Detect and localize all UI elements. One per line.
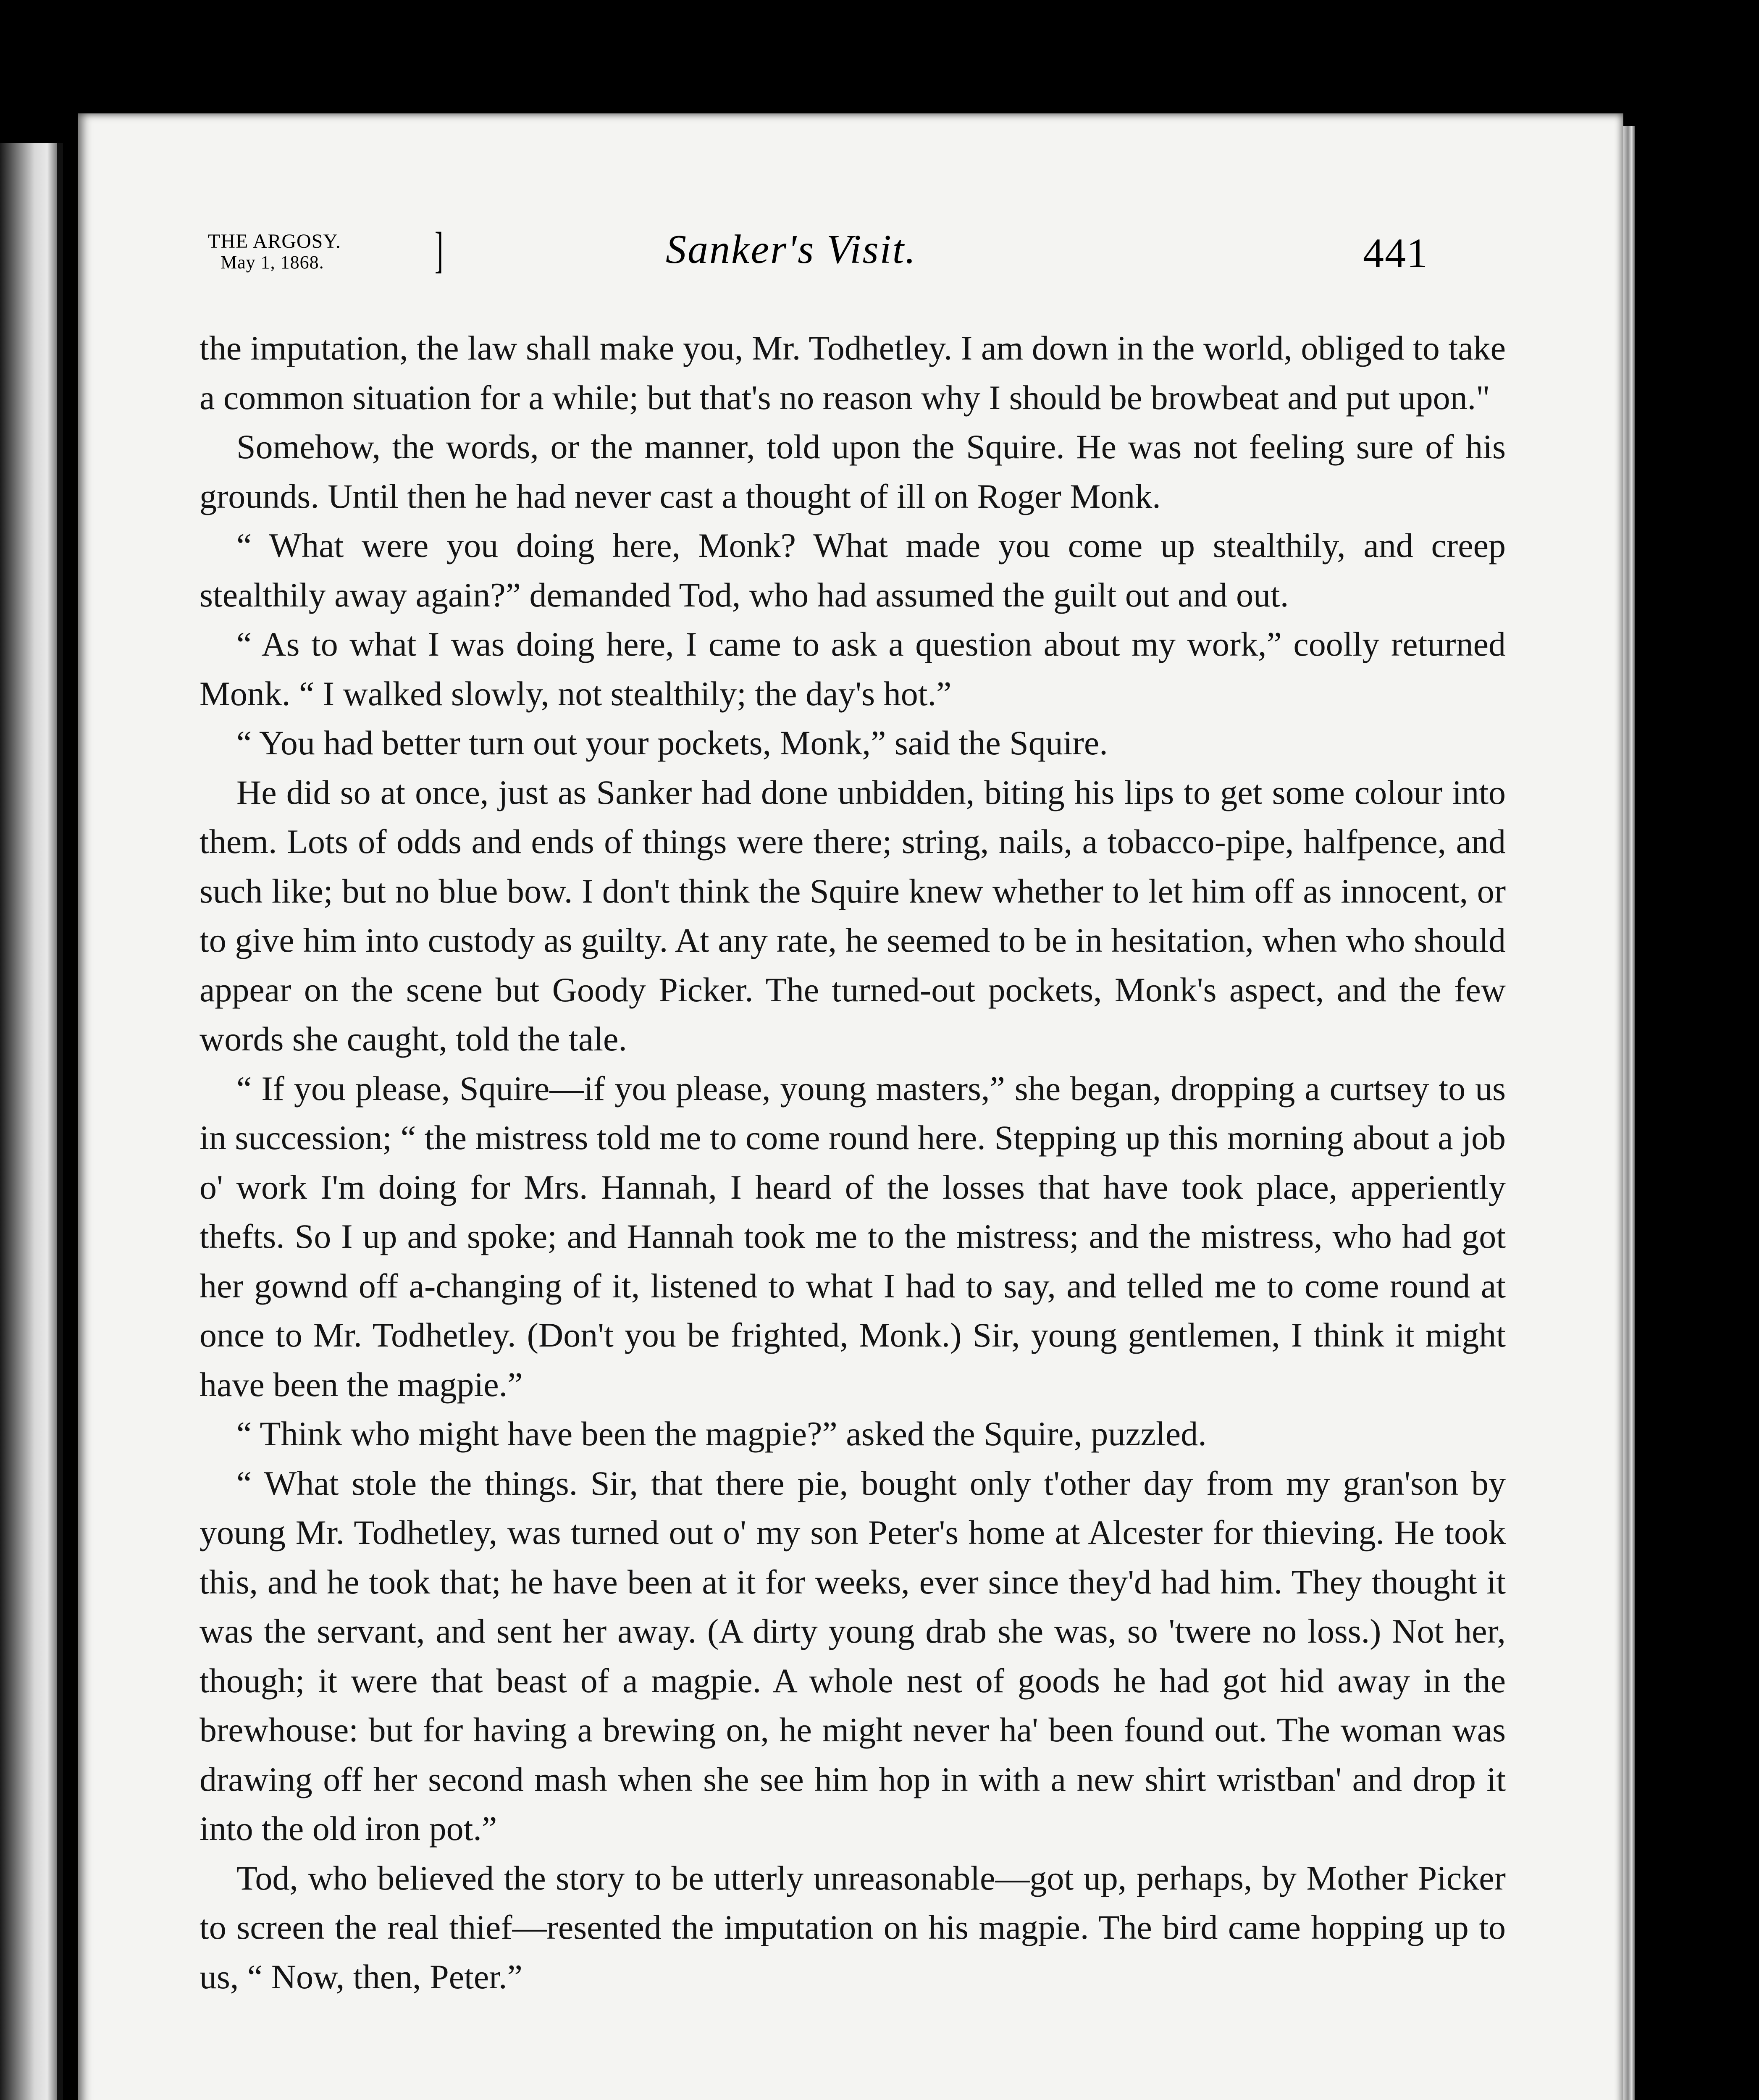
paragraph: Somehow, the words, or the manner, told upon the Squire. He was not feeling sure of his grounds. Until then he had never cast a thought of ill on Roger Monk.: [200, 428, 1506, 515]
paragraph: “ What were you doing here, Monk? What made you come up stealthily, and creep stealthily away again?” demanded Tod, who had assumed the guilt out and out.: [200, 526, 1506, 614]
header-bracket: ]: [434, 222, 443, 278]
paragraph: Tod, who believed the story to be utterly unreasonable—got up, perhaps, by Mother Picker to screen the real thief—resented the imputation on his magpie. The bird came hopping up to us, “ Now, then, Peter.”: [200, 1858, 1506, 1996]
paragraph: “ If you please, Squire—if you please, young masters,” she began, dropping a curtsey to us in succession; “ the mistress told me to come round here. Stepping up this morning about a job o' work I'm doing for Mrs. Hannah, I heard of the losses that have took place, apperiently thefts. So I up and spoke; and Hannah took me to the mistress; and the mistress, who had got her gownd off a-changing of it, listened to what I had to say, and telled me to come round at once to Mr. Todhetley. (Don't you be frighted, Monk.) Sir, young gentlemen, I think it might have been the magpie.”: [200, 1069, 1506, 1404]
book-page: [78, 113, 1623, 2100]
paragraph: “ As to what I was doing here, I came to ask a question about my work,” coolly returned Monk. “ I walked slowly, not stealthily; the day's hot.”: [200, 625, 1506, 713]
page-stack-edge: [1623, 126, 1635, 2100]
paragraph: “ What stole the things. Sir, that there pie, bought only t'other day from my gran'son by young Mr. Todhetley, was turned out o' my son Peter's home at Alcester for thieving. He took this, and he took that; he have been at it for weeks, ever since they'd had him. They thought it was the servant, and sent her away. (A dirty young drab she was, so 'twere no loss.) Not her, though; it were that beast of a magpie. A whole nest of goods he had got hid away in the brewhouse: but for having a brewing on, he might never ha' been found out. The woman was drawing off her second mash when she see him hop in with a new shirt wristban' and drop it into the old iron pot.”: [200, 1464, 1506, 1848]
facing-page-edge: [0, 143, 63, 2100]
paragraph: He did so at once, just as Sanker had done unbidden, biting his lips to get some colour into them. Lots of odds and ends of things were there; string, nails, a tobacco-pipe, halfpence, and such like; but no blue bow. I don't think the Squire knew whether to let him off as innocent, or to give him into custody as guilty. At any rate, he seemed to be in hesitation, when who should appear on the scene but Goody Picker. The turned-out pockets, Monk's aspect, and the few words she caught, told the tale.: [200, 773, 1506, 1058]
paragraph: the imputation, the law shall make you, Mr. Todhetley. I am down in the world, obliged to take a common situation for a while; but that's no reason why I should be browbeat and put upon.": [200, 329, 1506, 417]
paragraph: “ You had better turn out your pockets, Monk,” said the Squire.: [236, 724, 1108, 762]
journal-info: [208, 231, 341, 273]
page-number: 441: [1363, 230, 1428, 276]
journal-name: THE ARGOSY.: [208, 230, 341, 252]
journal-date: May 1, 1868.: [221, 252, 324, 273]
paragraph: “ Think who might have been the magpie?” asked the Squire, puzzled.: [236, 1415, 1207, 1453]
body-text: [200, 323, 1506, 2001]
running-title: Sanker's Visit.: [666, 227, 917, 272]
